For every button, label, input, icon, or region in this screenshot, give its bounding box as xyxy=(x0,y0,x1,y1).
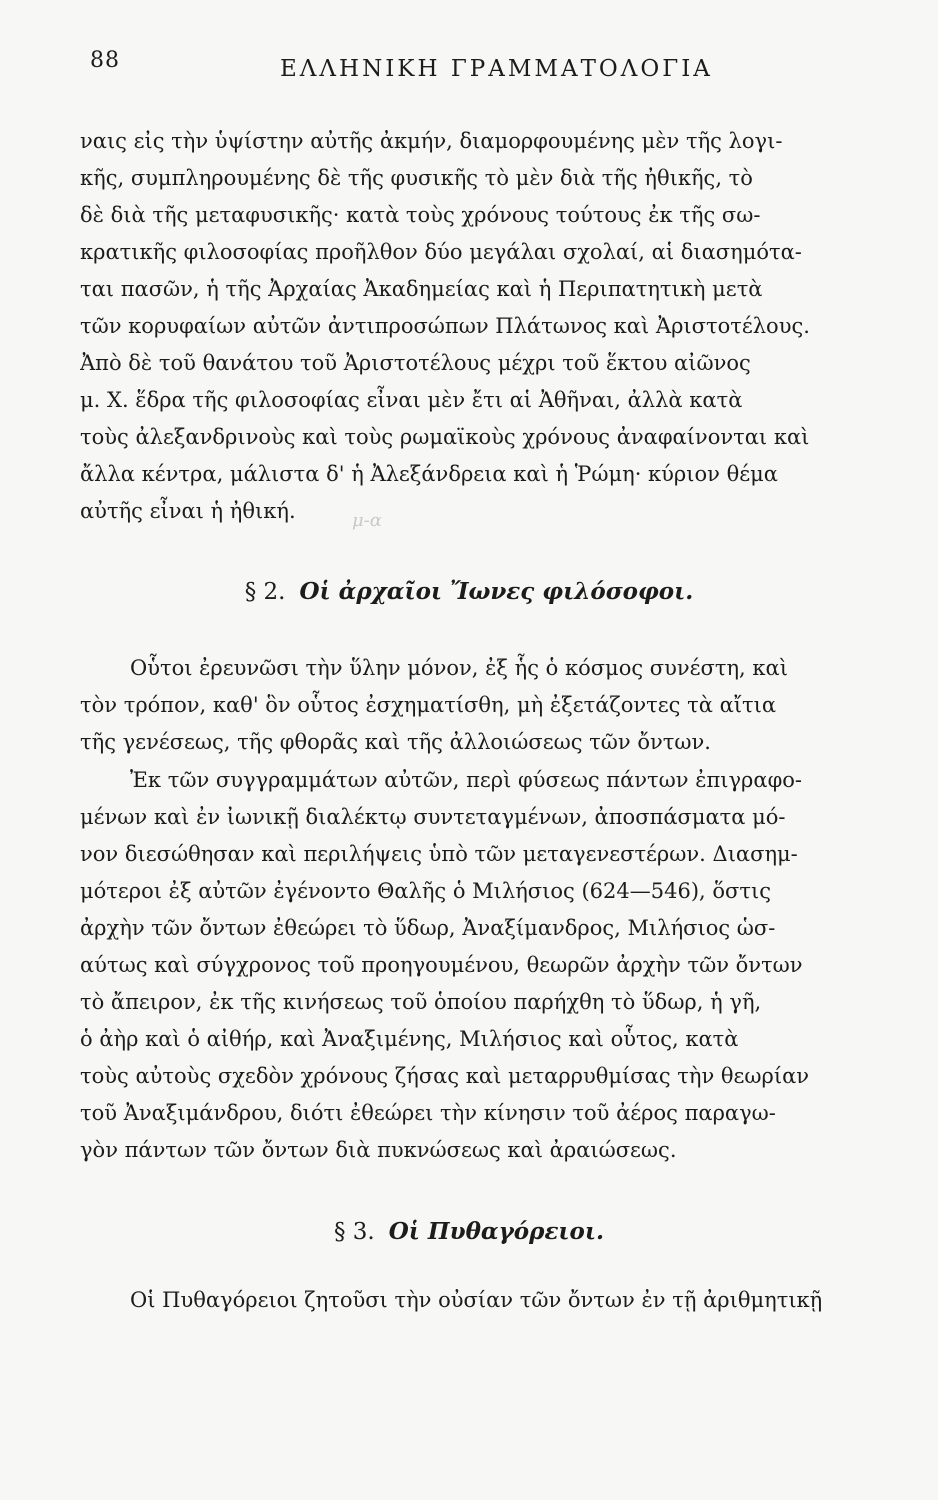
section-title: Οἱ Πυθαγόρειοι. xyxy=(388,1218,605,1245)
text-line: μένων καὶ ἐν ἰωνικῇ διαλέκτῳ συντεταγμένων, ἀποσπάσματα μό- xyxy=(80,805,786,829)
text-line: δὲ διὰ τῆς μεταφυσικῆς· κατὰ τοὺς χρόνους τούτους ἐκ τῆς σω- xyxy=(80,203,761,227)
text-line: γὸν πάντων τῶν ὄντων διὰ πυκνώσεως καὶ ἀραιώσεως. xyxy=(80,1138,677,1162)
section-heading-3 xyxy=(0,1218,938,1245)
text-line: τὸ ἄπειρον, ἐκ τῆς κινήσεως τοῦ ὁποίου παρήχθη τὸ ὕδωρ, ἡ γῆ, xyxy=(80,990,762,1014)
text-line: ἀρχὴν τῶν ὄντων ἐθεώρει τὸ ὕδωρ, Ἀναξίμανδρος, Μιλήσιος ὡσ- xyxy=(80,916,776,940)
text-line: μότεροι ἐξ αὐτῶν ἐγένοντο Θαλῆς ὁ Μιλήσιος (624—546), ὅστις xyxy=(80,879,771,903)
text-line: Ἀπὸ δὲ τοῦ θανάτου τοῦ Ἀριστοτέλους μέχρι τοῦ ἕκτου αἰῶνος xyxy=(80,351,751,375)
paragraph-1 xyxy=(80,123,855,530)
text-line: Οἱ Πυθαγόρειοι ζητοῦσι τὴν οὐσίαν τῶν ὄντων ἐν τῇ ἀριθμητικῇ xyxy=(130,1288,823,1312)
page-number: 88 xyxy=(90,48,120,73)
text-line: ὁ ἀὴρ καὶ ὁ αἰθήρ, καὶ Ἀναξιμένης, Μιλήσιος καὶ οὗτος, κατὰ xyxy=(80,1027,739,1051)
text-line: αὐτῆς εἶναι ἡ ἠθική. xyxy=(80,499,296,523)
text-line: τῶν κορυφαίων αὐτῶν ἀντιπροσώπων Πλάτωνος καὶ Ἀριστοτέλους. xyxy=(80,314,810,338)
paragraph-3 xyxy=(80,762,855,1169)
paragraph-4 xyxy=(80,1282,855,1319)
text-line: κρατικῆς φιλοσοφίας προῆλθον δύο μεγάλαι σχολαί, αἱ διασημότα- xyxy=(80,240,802,264)
section-heading-2 xyxy=(0,578,938,605)
text-line: μ. Χ. ἕδρα τῆς φιλοσοφίας εἶναι μὲν ἔτι αἱ Ἀθῆναι, ἀλλὰ κατὰ xyxy=(80,388,743,412)
running-head: ΕΛΛΗΝΙΚΗ ΓΡΑΜΜΑΤΟΛΟΓΙΑ xyxy=(280,56,713,82)
text-line: Ἐκ τῶν συγγραμμάτων αὐτῶν, περὶ φύσεως πάντων ἐπιγραφο- xyxy=(130,768,803,792)
pencil-margin-note: μ-α xyxy=(352,510,382,531)
text-line: ἄλλα κέντρα, μάλιστα δ' ἡ Ἀλεξάνδρεια καὶ ἡ Ῥώμη· κύριον θέμα xyxy=(80,462,778,486)
section-number: § 3. xyxy=(333,1219,375,1245)
text-line: αύτως καὶ σύγχρονος τοῦ προηγουμένου, θεωρῶν ἀρχὴν τῶν ὄντων xyxy=(80,953,803,977)
section-number: § 2. xyxy=(244,579,286,605)
text-line: τοὺς αὐτοὺς σχεδὸν χρόνους ζήσας καὶ μεταρρυθμίσας τὴν θεωρίαν xyxy=(80,1064,810,1088)
text-line: Οὗτοι ἐρευνῶσι τὴν ὕλην μόνον, ἐξ ἧς ὁ κόσμος συνέστη, καὶ xyxy=(130,656,788,680)
text-line: ται πασῶν, ἡ τῆς Ἀρχαίας Ἀκαδημείας καὶ ἡ Περιπατητικὴ μετὰ xyxy=(80,277,763,301)
paragraph-2 xyxy=(80,650,855,761)
text-line: τὸν τρόπον, καθ' ὃν οὗτος ἐσχηματίσθη, μὴ ἐξετάζοντες τὰ αἴτια xyxy=(80,693,777,717)
text-line: τοὺς ἀλεξανδρινοὺς καὶ τοὺς ρωμαϊκοὺς χρόνους ἀναφαίνονται καὶ xyxy=(80,425,810,449)
text-line: τοῦ Ἀναξιμάνδρου, διότι ἐθεώρει τὴν κίνησιν τοῦ ἀέρος παραγω- xyxy=(80,1101,776,1125)
text-line: νον διεσώθησαν καὶ περιλήψεις ὑπὸ τῶν μεταγενεστέρων. Διασημ- xyxy=(80,842,798,866)
text-line: ναις εἰς τὴν ὑψίστην αὐτῆς ἀκμήν, διαμορφουμένης μὲν τῆς λογι- xyxy=(80,129,783,153)
section-title: Οἱ ἀρχαῖοι Ἴωνες φιλόσοφοι. xyxy=(299,578,694,605)
text-line: κῆς, συμπληρουμένης δὲ τῆς φυσικῆς τὸ μὲν διὰ τῆς ἠθικῆς, τὸ xyxy=(80,166,753,190)
text-line: τῆς γενέσεως, τῆς φθορᾶς καὶ τῆς ἀλλοιώσεως τῶν ὄντων. xyxy=(80,730,711,754)
